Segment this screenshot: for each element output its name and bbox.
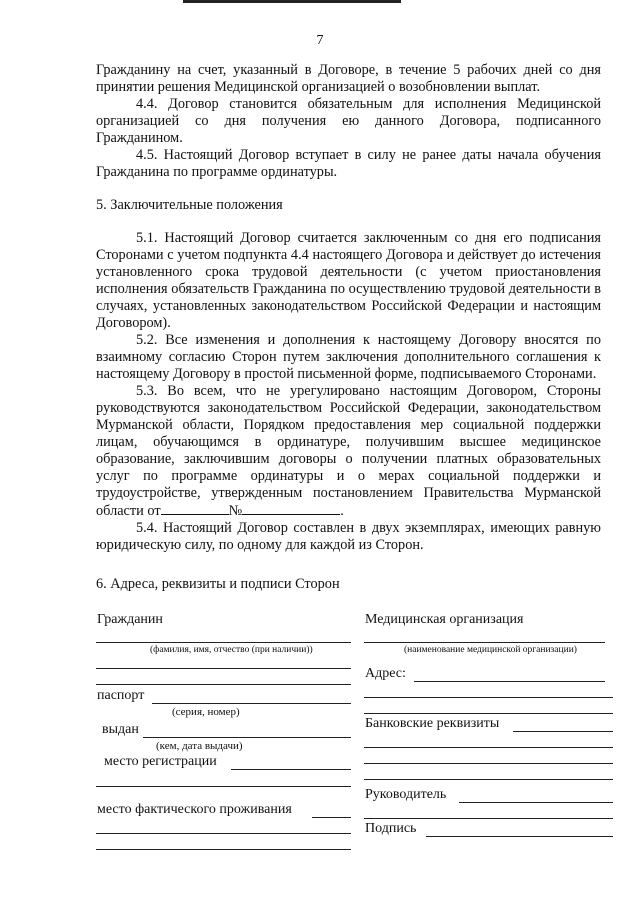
fio-line-3	[96, 684, 351, 685]
document-body	[96, 62, 601, 593]
org-name-line	[364, 642, 605, 643]
address-line-3	[364, 713, 613, 714]
fio-hint: (фамилия, имя, отчество (при наличии))	[150, 645, 313, 655]
paragraph-5-4: 5.4. Настоящий Договор составлен в двух экземплярах, имеющих равную юридическую силу, по одному для каждой из Сторон.	[96, 520, 601, 553]
residence-line-3	[96, 849, 351, 850]
bank-line-4	[364, 779, 613, 780]
section-6-heading: 6. Адреса, реквизиты и подписи Сторон	[96, 576, 340, 592]
address-label: Адрес:	[365, 666, 406, 681]
registration-line-2	[96, 786, 351, 787]
head-line	[459, 802, 613, 803]
bank-line	[513, 731, 613, 732]
paragraph-5-3-text: 5.3. Во всем, что не урегулировано настоящим Договором, Стороны руководствуются законодательством Российской Федерации, законодательством Мурманской области, Порядком предоставления мер социальной поддержки лицам, обучающимся в ординатуре, получившим высшее медицинское образование, заключившим договоры о получении платных образовательных услуг по программе ординатуры и о мерах социальной поддержки и трудоустройстве, утвержденным постановлением Правительства Мурманской области от	[96, 383, 601, 519]
paragraph-5-3	[96, 383, 601, 520]
issued-label: выдан	[102, 722, 139, 737]
head-line-2	[364, 818, 613, 819]
residence-label: место фактического проживания	[97, 802, 292, 817]
registration-line	[231, 769, 351, 770]
paragraph-5-1: 5.1. Настоящий Договор считается заключенным со дня его подписания Сторонами с учетом подпункта 4.4 настоящего Договора и действует до истечения установленного срока трудовой деятельности (с учетом приостановления исполнения обязательств Гражданина по осуществлению трудовой деятельности в случаях, установленных законодательством Российской Федерации и настоящим Договором).	[96, 230, 601, 331]
passport-label: паспорт	[97, 688, 145, 703]
bank-line-2	[364, 747, 613, 748]
paragraph-4-5: 4.5. Настоящий Договор вступает в силу не ранее даты начала обучения Гражданина по программе ординатуры.	[96, 147, 601, 180]
head-label: Руководитель	[365, 787, 447, 802]
residence-line-2	[96, 833, 351, 834]
fio-line	[96, 642, 351, 643]
paragraph-continuation: Гражданину на счет, указанный в Договоре, в течение 5 рабочих дней со дня принятии решения Медицинской организацией о возобновлении выплат.	[96, 62, 601, 95]
organization-title: Медицинская организация	[365, 612, 524, 627]
issued-line	[143, 737, 351, 738]
signature-line	[426, 836, 613, 837]
address-line-2	[364, 697, 613, 698]
bank-label: Банковские реквизиты	[365, 716, 500, 731]
series-hint: (серия, номер)	[172, 706, 240, 718]
fio-line-2	[96, 668, 351, 669]
residence-line	[312, 817, 351, 818]
date-blank	[161, 502, 229, 515]
number-sign: №	[228, 503, 243, 519]
address-line	[414, 681, 605, 682]
paragraph-5-3-end: .	[340, 503, 344, 519]
bank-line-3	[364, 763, 613, 764]
paragraph-5-2: 5.2. Все изменения и дополнения к настоящему Договору вносятся по взаимному согласию Сторон путем заключения дополнительного соглашения к настоящему Договору в простой письменной форме, подписываемого Сторонами.	[96, 332, 601, 382]
section-5-heading: 5. Заключительные положения	[96, 197, 283, 213]
issued-hint: (кем, дата выдачи)	[156, 740, 243, 752]
paragraph-4-4: 4.4. Договор становится обязательным для исполнения Медицинской организацией со дня получения ею данного Договора, подписанного Гражданином.	[96, 96, 601, 146]
citizen-title: Гражданин	[97, 612, 163, 627]
signature-label: Подпись	[365, 821, 417, 836]
org-name-hint: (наименование медицинской организации)	[404, 645, 577, 655]
number-blank	[242, 502, 340, 515]
registration-label: место регистрации	[104, 754, 217, 769]
page-number: 7	[316, 33, 324, 48]
passport-line	[152, 703, 351, 704]
scan-top-mark	[183, 0, 401, 3]
